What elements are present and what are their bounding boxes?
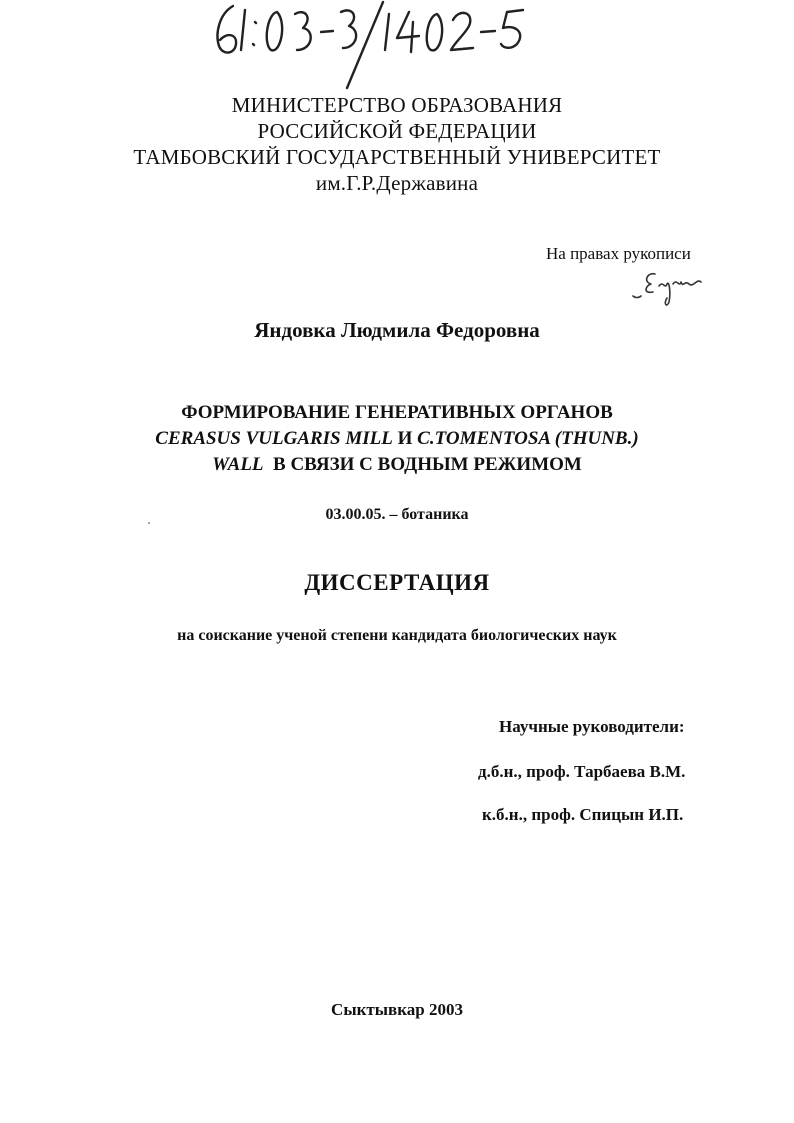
supervisor-item: д.б.н., проф. Тарбаева В.М. xyxy=(478,762,686,781)
title-line-2 xyxy=(0,426,794,452)
species-name-tomentosa: C.TOMENTOSA (THUNB.) xyxy=(417,428,639,449)
title-line-3 xyxy=(0,452,794,478)
ministry-line-2: РОССИЙСКОЙ ФЕДЕРАЦИИ xyxy=(257,119,537,143)
handwritten-signature xyxy=(625,262,720,312)
specialty-code: 03.00.05. – ботаника xyxy=(325,506,469,523)
dissertation-title xyxy=(0,400,794,478)
manuscript-rights-note: На правах рукописи xyxy=(546,244,691,263)
university-name: ТАМБОВСКИЙ ГОСУДАРСТВЕННЫЙ УНИВЕРСИТЕТ xyxy=(133,145,661,169)
city-and-year: Сыктывкар 2003 xyxy=(331,1000,463,1019)
handwritten-archive-code xyxy=(205,0,545,90)
author-name: Яндовка Людмила Федоровна xyxy=(254,318,540,342)
degree-statement: на соискание ученой степени кандидата биологических наук xyxy=(177,627,617,644)
supervisor-item: к.б.н., проф. Спицын И.П. xyxy=(482,805,684,824)
species-name-cerasus: CERASUS VULGARIS MILL xyxy=(155,428,393,449)
species-author-wall: WALL xyxy=(212,454,264,475)
document-type: ДИССЕРТАЦИЯ xyxy=(304,570,490,595)
title-line-3-rest: В СВЯЗИ С ВОДНЫМ РЕЖИМОМ xyxy=(263,454,582,475)
institution-header xyxy=(0,92,794,196)
title-conjunction: И xyxy=(392,428,418,449)
title-line-1: ФОРМИРОВАНИЕ ГЕНЕРАТИВНЫХ ОРГАНОВ xyxy=(181,402,613,423)
supervisors-heading: Научные руководители: xyxy=(499,717,685,736)
university-honorific: им.Г.Р.Державина xyxy=(315,171,479,195)
ministry-line-1: МИНИСТЕРСТВО ОБРАЗОВАНИЯ xyxy=(231,93,563,117)
